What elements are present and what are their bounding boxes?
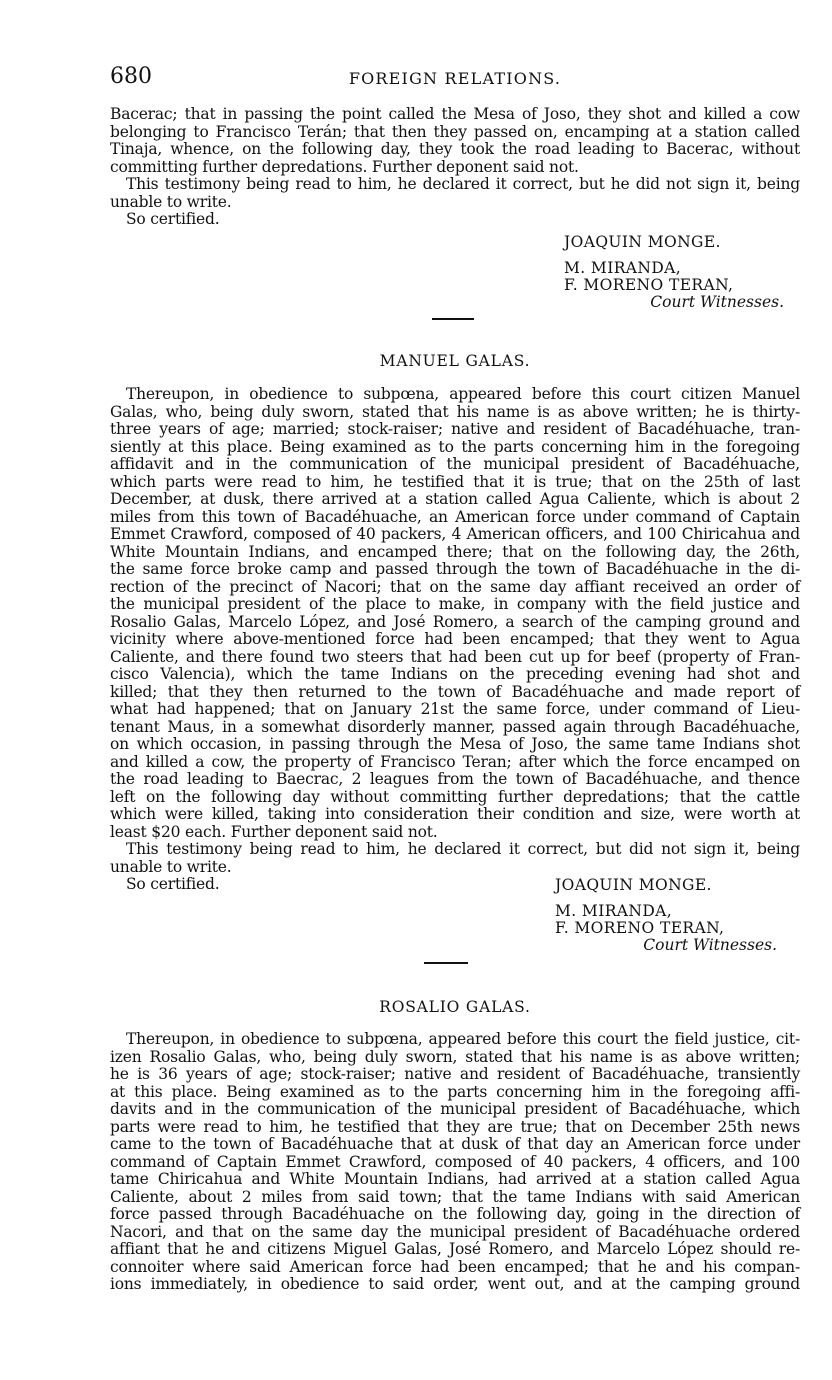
text-line: belonging to Francisco Terán; that then they passed on, encamping at a station called <box>110 122 800 141</box>
text-line: affidavit and in the communication of the municipal president of Bacadéhuache, <box>110 455 800 473</box>
certification-line: So certified. <box>126 875 220 893</box>
text-line: Tinaja, whence, on the following day, they took the road leading to Bacerac, without <box>110 140 800 158</box>
text-line: unable to write. <box>110 857 232 876</box>
witness-signature: F. MORENO TERAN, <box>555 919 725 937</box>
text-line: committing further depredations. Further deponent said not. <box>110 157 579 176</box>
deposition-paragraph <box>110 1031 800 1294</box>
text-line: what had happened; that on January 21st the same force, under command of Lieu- <box>110 700 800 718</box>
text-line: three years of age; married; stock-raiser; native and resident of Bacadéhuache, tran- <box>110 420 800 438</box>
text-line: parts were read to him, he testified that they are true; that on December 25th news <box>110 1117 800 1136</box>
text-line: Nacori, and that on the same day the municipal president of Bacadéhuache ordered <box>110 1222 800 1241</box>
text-line: miles from this town of Bacadéhuache, an American force under command of Captain <box>110 507 800 526</box>
witness-signature: M. MIRANDA, <box>564 259 682 277</box>
text-line: This testimony being read to him, he declared it correct, but did not sign it, being <box>126 840 800 858</box>
text-line: the municipal president of the place to make, in company with the field justice and <box>110 595 800 613</box>
continuation-paragraph <box>110 106 800 229</box>
text-line: izen Rosalio Galas, who, being duly sworn, stated that his name is as above written; <box>110 1047 800 1066</box>
text-line: Bacerac; that in passing the point called the Mesa of Joso, they shot and killed a cow <box>110 105 800 123</box>
text-line: left on the following day without committing further depredations; that the cattle <box>110 787 800 806</box>
section-heading: ROSALIO GALAS. <box>379 998 531 1016</box>
text-line: White Mountain Indians, and encamped there; that on the following day, the 26th, <box>110 542 800 561</box>
text-line: the same force broke camp and passed through the town of Bacadéhuache in the di- <box>110 560 800 578</box>
signature-block <box>564 234 784 311</box>
text-line: he is 36 years of age; stock-raiser; native and resident of Bacadéhuache, transiently <box>110 1065 800 1083</box>
witness-signature: F. MORENO TERAN, <box>564 276 734 294</box>
text-line: tame Chiricahua and White Mountain Indians, had arrived at a station called Agua <box>110 1170 800 1188</box>
text-line: davits and in the communication of the municipal president of Bacadéhuache, which <box>110 1100 800 1118</box>
text-line: Galas, who, being duly sworn, stated that his name is as above written; he is thirty- <box>110 402 800 421</box>
certification-line: So certified. <box>126 210 220 228</box>
text-line: tenant Maus, in a somewhat disorderly manner, passed again through Bacadéhuache, <box>110 717 800 736</box>
text-line: came to the town of Bacadéhuache that at dusk of that day an American force under <box>110 1135 800 1153</box>
text-line: and killed a cow, the property of Francisco Teran; after which the force encamped on <box>110 752 800 771</box>
text-line: least $20 each. Further deponent said not. <box>110 822 438 841</box>
text-line: killed; that they then returned to the town of Bacadéhuache and made report of <box>110 682 800 701</box>
text-line: on which occasion, in passing through the Mesa of Joso, the same tame Indians shot <box>110 735 800 753</box>
text-line: force passed through Bacadéhuache on the following day, going in the direction of <box>110 1205 800 1223</box>
running-head <box>110 64 800 94</box>
text-line: ions immediately, in obedience to said order, went out, and at the camping ground <box>110 1275 800 1293</box>
text-line: affiant that he and citizens Miguel Galas, José Romero, and Marcelo López should re- <box>110 1240 800 1258</box>
section-divider <box>432 318 474 320</box>
court-witnesses-label: Court Witnesses. <box>643 936 777 954</box>
text-line: Emmet Crawford, composed of 40 packers, 4 American officers, and 100 Chiricahua and <box>110 525 800 543</box>
text-line: which were killed, taking into consideration their condition and size, were worth at <box>110 805 800 823</box>
text-line: cisco Valencia), which the tame Indians on the preceding evening had shot and <box>110 665 800 683</box>
text-line: Caliente, about 2 miles from said town; that the tame Indians with said American <box>110 1187 800 1206</box>
text-line: at this place. Being examined as to the parts concerning him in the foregoing affi- <box>110 1082 800 1101</box>
deponent-signature: JOAQUIN MONGE. <box>555 876 712 894</box>
witness-signature: M. MIRANDA, <box>555 902 673 920</box>
court-witnesses-label: Court Witnesses. <box>650 293 784 311</box>
text-line: vicinity where above-mentioned force had been encamped; that they went to Agua <box>110 630 800 648</box>
signature-block <box>555 877 777 954</box>
text-line: Thereupon, in obedience to subpœna, appeared before this court the field justice, cit- <box>126 1030 800 1048</box>
text-line: connoiter where said American force had been encamped; that he and his compan- <box>110 1257 800 1276</box>
section-divider <box>424 962 468 964</box>
text-line: rection of the precinct of Nacori; that on the same day affiant received an order of <box>110 577 800 596</box>
text-line: command of Captain Emmet Crawford, composed of 40 packers, 4 officers, and 100 <box>110 1152 800 1171</box>
text-line: unable to write. <box>110 192 232 211</box>
text-line: Rosalio Galas, Marcelo López, and José Romero, a search of the camping ground and <box>110 612 800 631</box>
text-line: Caliente, and there found two steers that had been cut up for beef (property of Fran- <box>110 647 800 666</box>
section-heading: MANUEL GALAS. <box>379 352 531 370</box>
text-line: December, at dusk, there arrived at a station called Agua Caliente, which is about 2 <box>110 490 800 508</box>
deponent-signature: JOAQUIN MONGE. <box>564 233 721 251</box>
text-line: This testimony being read to him, he declared it correct, but he did not sign it, being <box>126 175 800 193</box>
text-line: which parts were read to him, he testified that it is true; that on the 25th of last <box>110 472 800 491</box>
text-line: Thereupon, in obedience to subpœna, appeared before this court citizen Manuel <box>126 385 800 403</box>
page-number: 680 <box>110 64 152 89</box>
running-title: FOREIGN RELATIONS. <box>348 69 562 88</box>
text-line: the road leading to Baecrac, 2 leagues from the town of Bacadéhuache, and thence <box>110 770 800 788</box>
deposition-paragraph <box>110 386 800 894</box>
text-line: siently at this place. Being examined as to the parts concerning him in the foregoing <box>110 437 800 456</box>
